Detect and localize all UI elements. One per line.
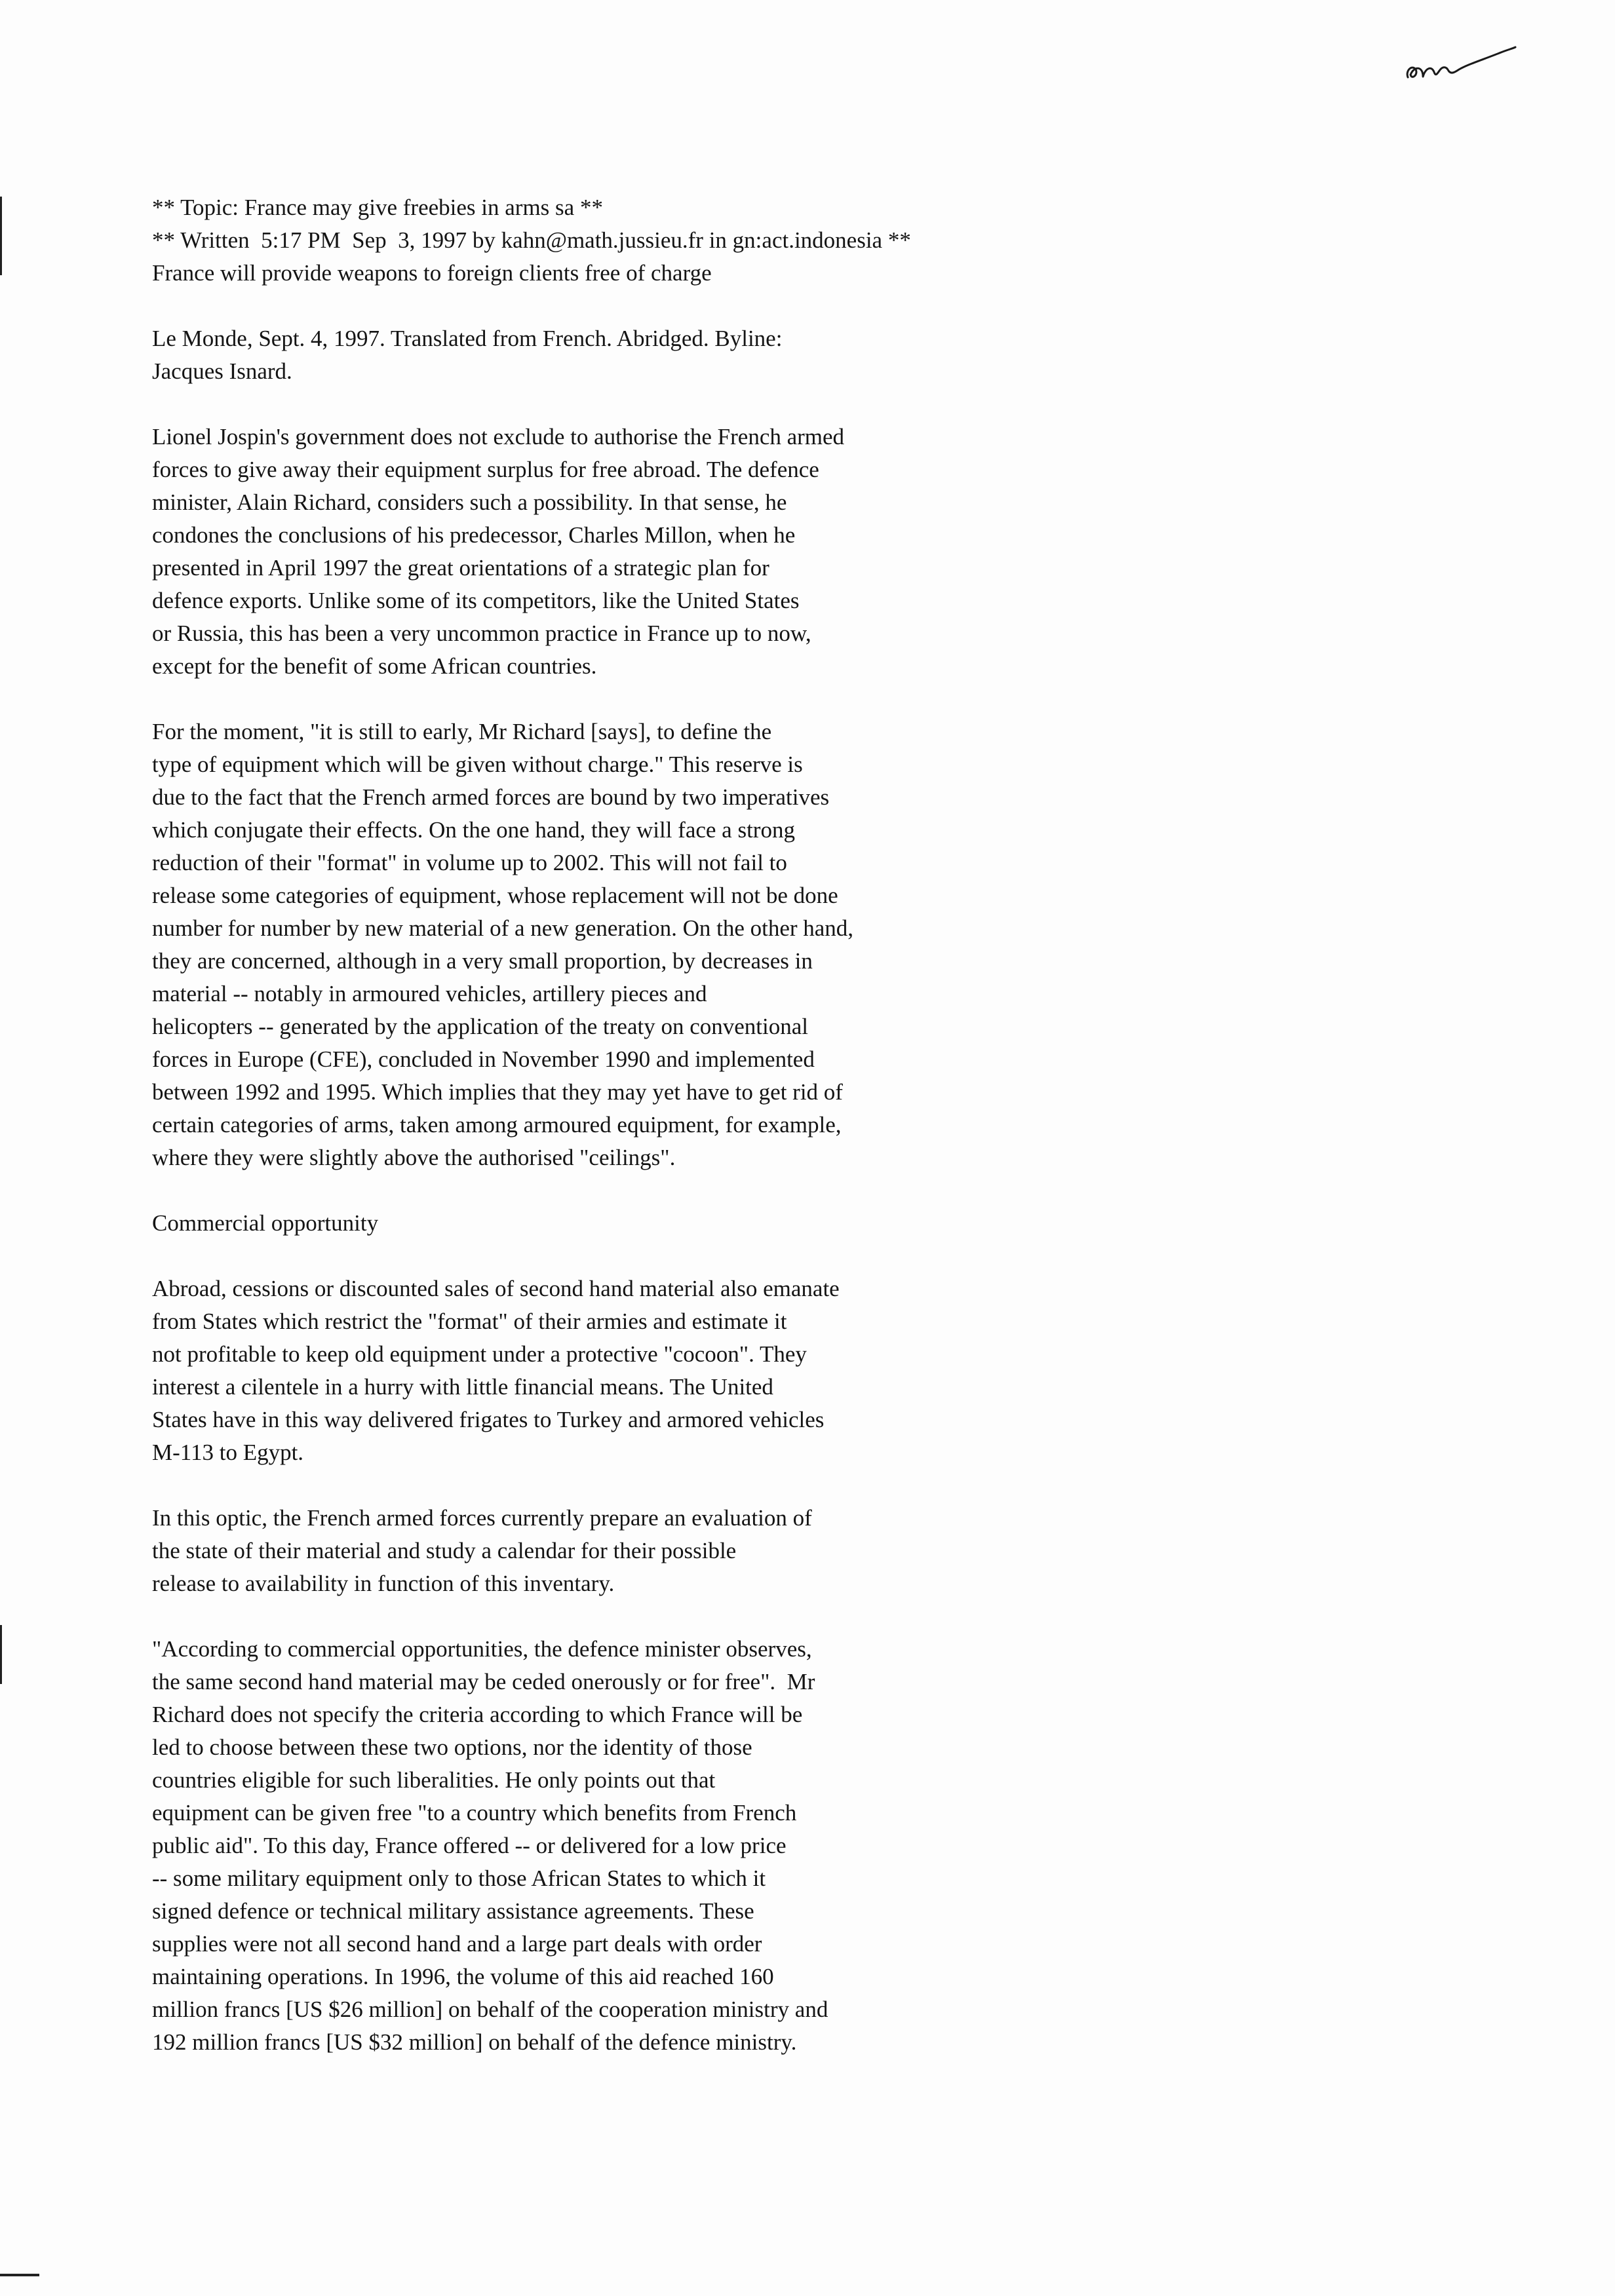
section-heading: [152, 1207, 1122, 1240]
paragraph-line: not profitable to keep old equipment under a protective "cocoon". They: [152, 1341, 807, 1367]
paragraph-line: Lionel Jospin's government does not exclude to authorise the French armed: [152, 424, 845, 450]
paragraph-line: M-113 to Egypt.: [152, 1440, 304, 1465]
paragraph-line: interest a cilentele in a hurry with little financial means. The United: [152, 1374, 773, 1400]
paragraph-line: For the moment, "it is still to early, Mr Richard [says], to define the: [152, 719, 772, 744]
paragraph-line: condones the conclusions of his predecessor, Charles Millon, when he: [152, 522, 796, 548]
paragraph-line: material -- notably in armoured vehicles, artillery pieces and: [152, 981, 707, 1006]
paragraph-line: -- some military equipment only to those African States to which it: [152, 1866, 766, 1891]
paragraph-line: release some categories of equipment, whose replacement will not be done: [152, 883, 838, 908]
paragraph-line: release to availability in function of this inventary.: [152, 1571, 615, 1596]
paragraph-line: due to the fact that the French armed forces are bound by two imperatives: [152, 784, 830, 810]
paragraph-5: [152, 1633, 1122, 2059]
article-text: [152, 191, 1122, 2092]
paragraph-line: where they were slightly above the authorised "ceilings".: [152, 1145, 676, 1170]
paragraph-line: countries eligible for such liberalities. He only points out that: [152, 1767, 716, 1793]
paragraph-line: from States which restrict the "format" of their armies and estimate it: [152, 1309, 787, 1334]
paragraph-line: States have in this way delivered frigates to Turkey and armored vehicles: [152, 1407, 825, 1432]
written-line: ** Written 5:17 PM Sep 3, 1997 by kahn@math.jussieu.fr in gn:act.indonesia **: [152, 227, 911, 253]
paragraph-line: equipment can be given free "to a country which benefits from French: [152, 1800, 797, 1826]
paragraph-line: supplies were not all second hand and a large part deals with order: [152, 1931, 762, 1957]
headline: France will provide weapons to foreign clients free of charge: [152, 260, 712, 286]
source-line: Jacques Isnard.: [152, 358, 292, 384]
paragraph-1: [152, 421, 1122, 683]
paragraph-line: minister, Alain Richard, considers such a possibility. In that sense, he: [152, 489, 787, 515]
paragraph-line: reduction of their "format" in volume up to 2002. This will not fail to: [152, 850, 787, 875]
paragraph-line: the state of their material and study a calendar for their possible: [152, 1538, 737, 1563]
section-heading-text: Commercial opportunity: [152, 1210, 379, 1236]
paragraph-line: which conjugate their effects. On the one hand, they will face a strong: [152, 817, 795, 843]
paragraph-line: certain categories of arms, taken among armoured equipment, for example,: [152, 1112, 842, 1138]
scan-edge-mark: [0, 1625, 2, 1684]
source-note: [152, 322, 1122, 388]
paragraph-line: they are concerned, although in a very small proportion, by decreases in: [152, 948, 813, 974]
paragraph-line: signed defence or technical military assistance agreements. These: [152, 1898, 754, 1924]
paragraph-line: In this optic, the French armed forces currently prepare an evaluation of: [152, 1505, 812, 1531]
paragraph-line: defence exports. Unlike some of its competitors, like the United States: [152, 588, 800, 613]
paragraph-line: number for number by new material of a new generation. On the other hand,: [152, 915, 854, 941]
paragraph-line: maintaining operations. In 1996, the volume of this aid reached 160: [152, 1964, 774, 1989]
post-header: [152, 191, 1122, 290]
paragraph-line: "According to commercial opportunities, the defence minister observes,: [152, 1636, 812, 1662]
handwritten-initials-icon: [1403, 46, 1521, 92]
scan-corner-mark: [0, 2274, 39, 2276]
paragraph-2: [152, 716, 1122, 1174]
paragraph-line: except for the benefit of some African countries.: [152, 653, 597, 679]
scan-edge-mark: [0, 197, 2, 275]
paragraph-4: [152, 1502, 1122, 1600]
paragraph-line: 192 million francs [US $32 million] on behalf of the defence ministry.: [152, 2029, 797, 2055]
paragraph-line: presented in April 1997 the great orientations of a strategic plan for: [152, 555, 769, 581]
paragraph-line: helicopters -- generated by the application of the treaty on conventional: [152, 1014, 809, 1039]
paragraph-3: [152, 1272, 1122, 1469]
paragraph-line: the same second hand material may be ceded onerously or for free". Mr: [152, 1669, 815, 1694]
paragraph-line: type of equipment which will be given without charge." This reserve is: [152, 752, 803, 777]
paragraph-line: Abroad, cessions or discounted sales of second hand material also emanate: [152, 1276, 840, 1301]
source-line: Le Monde, Sept. 4, 1997. Translated from French. Abridged. Byline:: [152, 326, 783, 351]
paragraph-line: forces to give away their equipment surplus for free abroad. The defence: [152, 457, 819, 482]
paragraph-line: forces in Europe (CFE), concluded in November 1990 and implemented: [152, 1046, 815, 1072]
paragraph-line: or Russia, this has been a very uncommon practice in France up to now,: [152, 621, 811, 646]
topic-line: ** Topic: France may give freebies in arms sa **: [152, 195, 603, 220]
paragraph-line: Richard does not specify the criteria according to which France will be: [152, 1702, 803, 1727]
paragraph-line: public aid". To this day, France offered -- or delivered for a low price: [152, 1833, 787, 1858]
paragraph-line: million francs [US $26 million] on behalf of the cooperation ministry and: [152, 1997, 828, 2022]
paragraph-line: led to choose between these two options, nor the identity of those: [152, 1734, 752, 1760]
paragraph-line: between 1992 and 1995. Which implies that they may yet have to get rid of: [152, 1079, 843, 1105]
